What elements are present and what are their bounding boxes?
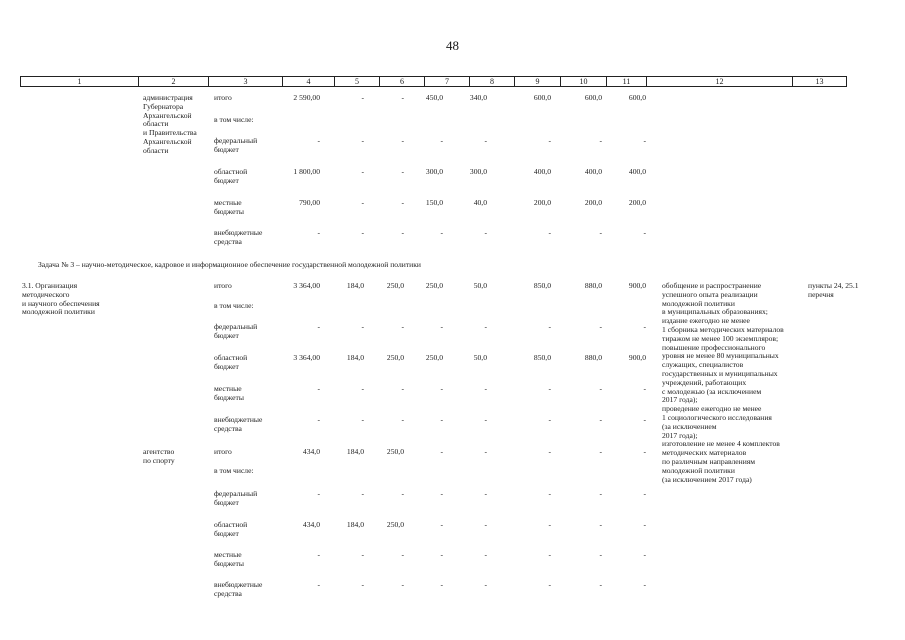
funding-source-label: бюджет (214, 175, 239, 185)
column-number: 6 (380, 77, 425, 87)
amount-cell: - (440, 136, 443, 145)
funding-source-label: местные (214, 384, 242, 393)
amount-cell: 880,0 (584, 281, 602, 290)
column-number: 12 (647, 77, 793, 87)
amount-cell: - (317, 580, 320, 589)
amount-cell: - (548, 228, 551, 237)
result-line: (за исключением 2017 года) (662, 474, 752, 484)
amount-cell: - (401, 167, 404, 176)
funding-source-label: федеральный (214, 136, 258, 145)
amount-cell: - (361, 228, 364, 237)
result-line: учреждений, работающих (662, 377, 747, 387)
amount-cell: - (548, 580, 551, 589)
amount-cell: - (317, 489, 320, 498)
amount-cell: - (484, 415, 487, 424)
amount-cell: - (440, 322, 443, 331)
funding-source-label: федеральный (214, 489, 258, 498)
result-line: успешного опыта реализации (662, 289, 758, 299)
amount-cell: - (643, 550, 646, 559)
amount-cell: 184,0 (346, 447, 364, 456)
result-line: 1 социологического исследования (662, 413, 772, 422)
result-line: по различным направлениям (662, 457, 756, 466)
amount-cell: 400,0 (628, 167, 646, 176)
column-number: 4 (283, 77, 335, 87)
amount-cell: - (401, 580, 404, 589)
amount-cell: 250,0 (386, 281, 404, 290)
amount-cell: - (440, 447, 443, 456)
amount-cell: - (643, 447, 646, 456)
executor-line: области (143, 119, 169, 129)
amount-cell: - (361, 580, 364, 589)
funding-source-label: в том числе: (214, 466, 254, 475)
amount-cell: - (401, 489, 404, 498)
amount-cell: - (401, 415, 404, 424)
page-number: 48 (446, 38, 459, 53)
amount-cell: - (643, 384, 646, 393)
result-line: молодежной политики (662, 298, 735, 308)
result-line: повышение профессионального (662, 342, 766, 352)
column-number: 10 (561, 77, 607, 87)
amount-cell: - (401, 228, 404, 237)
result-line: с молодежью (за исключением (662, 386, 762, 396)
amount-cell: - (361, 384, 364, 393)
reference-line: перечня (808, 289, 834, 299)
amount-cell: - (599, 580, 602, 589)
amount-cell: - (361, 415, 364, 424)
funding-source-label: бюджет (214, 361, 239, 371)
column-number: 11 (607, 77, 647, 87)
result-line: 2017 года); (662, 395, 698, 405)
amount-cell: - (599, 550, 602, 559)
amount-cell: 3 364,00 (293, 281, 320, 290)
amount-cell: - (643, 415, 646, 424)
amount-cell: 40,0 (473, 198, 487, 207)
amount-cell: 250,0 (386, 353, 404, 362)
result-line: уровня не менее 80 муниципальных (662, 351, 779, 361)
amount-cell: 400,0 (533, 167, 551, 176)
funding-source-label: в том числе: (214, 115, 254, 124)
amount-cell: - (484, 228, 487, 237)
funding-source-label: местные (214, 198, 242, 207)
funding-source-label: областной (214, 353, 248, 362)
amount-cell: 184,0 (346, 353, 364, 362)
amount-cell: - (548, 136, 551, 145)
amount-cell: 600,0 (584, 93, 602, 102)
amount-cell: - (361, 550, 364, 559)
funding-source-label: в том числе: (214, 301, 254, 310)
column-number-header (20, 76, 847, 87)
amount-cell: 300,0 (425, 167, 443, 176)
amount-cell: - (440, 520, 443, 529)
amount-cell: - (599, 447, 602, 456)
amount-cell: - (599, 520, 602, 529)
amount-cell: - (361, 167, 364, 176)
amount-cell: 200,0 (628, 198, 646, 207)
funding-source-label: средства (214, 588, 242, 598)
amount-cell: - (361, 489, 364, 498)
amount-cell: 184,0 (346, 520, 364, 529)
result-line: проведение ежегодно не менее (662, 404, 762, 414)
result-line: изготовление не менее 4 комплектов (662, 439, 780, 449)
funding-source-label: итого (214, 447, 232, 456)
amount-cell: - (440, 550, 443, 559)
funding-source-label: внебюджетные (214, 415, 263, 424)
amount-cell: 434,0 (302, 447, 320, 456)
amount-cell: 50,0 (473, 281, 487, 290)
amount-cell: - (548, 447, 551, 456)
executor-line: Губернатора (143, 101, 184, 111)
amount-cell: 900,0 (628, 281, 646, 290)
amount-cell: 50,0 (473, 353, 487, 362)
amount-cell: 250,0 (425, 353, 443, 362)
amount-cell: 900,0 (628, 353, 646, 362)
result-line: 2017 года); (662, 430, 698, 440)
funding-source-label: областной (214, 167, 248, 176)
amount-cell: - (317, 384, 320, 393)
amount-cell: - (599, 384, 602, 393)
amount-cell: - (643, 322, 646, 331)
result-line: тиражом не менее 100 экземпляров; (662, 333, 779, 343)
amount-cell: - (643, 580, 646, 589)
activity-title-line: молодежной политики (22, 307, 95, 317)
amount-cell: 200,0 (533, 198, 551, 207)
amount-cell: - (643, 228, 646, 237)
result-line: молодежной политики (662, 465, 735, 475)
amount-cell: - (484, 136, 487, 145)
executor-line: по спорту (143, 455, 175, 465)
amount-cell: 400,0 (584, 167, 602, 176)
funding-source-label: средства (214, 236, 242, 246)
funding-source-label: федеральный (214, 322, 258, 331)
column-number: 13 (793, 77, 847, 87)
amount-cell: 600,0 (628, 93, 646, 102)
amount-cell: - (401, 198, 404, 207)
amount-cell: - (401, 93, 404, 102)
executor-line: администрация (143, 93, 193, 102)
amount-cell: - (599, 136, 602, 145)
amount-cell: 790,00 (299, 198, 320, 207)
amount-cell: 250,0 (386, 447, 404, 456)
amount-cell: - (361, 322, 364, 331)
amount-cell: 200,0 (584, 198, 602, 207)
funding-source-label: бюджеты (214, 206, 244, 216)
amount-cell: - (317, 322, 320, 331)
result-line: 1 сборника методических материалов (662, 325, 784, 334)
amount-cell: - (440, 489, 443, 498)
column-number: 1 (21, 77, 139, 87)
executor-line: и Правительства (143, 128, 197, 138)
amount-cell: - (548, 489, 551, 498)
result-line: государственных и муниципальных (662, 369, 778, 378)
executor-line: агентство (143, 447, 175, 456)
amount-cell: 2 590,00 (293, 93, 320, 102)
amount-cell: - (401, 136, 404, 145)
funding-source-label: областной (214, 520, 248, 529)
result-line: обобщение и распространение (662, 281, 762, 290)
amount-cell: - (643, 136, 646, 145)
amount-cell: - (599, 322, 602, 331)
amount-cell: - (440, 580, 443, 589)
amount-cell: - (643, 489, 646, 498)
amount-cell: - (317, 136, 320, 145)
amount-cell: - (599, 228, 602, 237)
column-number: 7 (425, 77, 470, 87)
amount-cell: - (484, 489, 487, 498)
column-number: 2 (139, 77, 209, 87)
funding-source-label: итого (214, 93, 232, 102)
amount-cell: 250,0 (386, 520, 404, 529)
amount-cell: 250,0 (425, 281, 443, 290)
executor-line: Архангельской (143, 110, 192, 120)
amount-cell: - (484, 447, 487, 456)
amount-cell: 1 800,00 (293, 167, 320, 176)
amount-cell: 450,0 (425, 93, 443, 102)
amount-cell: - (548, 520, 551, 529)
amount-cell: - (548, 322, 551, 331)
amount-cell: 3 364,00 (293, 353, 320, 362)
activity-title-line: и научного обеспечения (22, 298, 100, 308)
task-3-title: Задача № 3 – научно-методическое, кадровое и информационное обеспечение государственной молодежной политики (38, 260, 421, 269)
amount-cell: 340,0 (469, 93, 487, 102)
funding-source-label: средства (214, 423, 242, 433)
activity-title-line: методического (22, 289, 70, 299)
amount-cell: - (361, 93, 364, 102)
amount-cell: - (643, 520, 646, 529)
funding-source-label: бюджеты (214, 558, 244, 568)
amount-cell: - (599, 489, 602, 498)
amount-cell: 850,0 (533, 353, 551, 362)
result-line: в муниципальных образованиях; (662, 307, 768, 317)
funding-source-label: бюджет (214, 528, 239, 538)
amount-cell: - (548, 550, 551, 559)
amount-cell: - (484, 550, 487, 559)
amount-cell: - (440, 384, 443, 393)
amount-cell: - (548, 415, 551, 424)
amount-cell: - (317, 228, 320, 237)
amount-cell: - (440, 415, 443, 424)
amount-cell: 600,0 (533, 93, 551, 102)
amount-cell: - (401, 550, 404, 559)
funding-source-label: местные (214, 550, 242, 559)
amount-cell: - (440, 228, 443, 237)
amount-cell: 184,0 (346, 281, 364, 290)
result-line: служащих, специалистов (662, 360, 744, 370)
column-number: 3 (209, 77, 283, 87)
amount-cell: - (548, 384, 551, 393)
amount-cell: 880,0 (584, 353, 602, 362)
column-number: 5 (335, 77, 380, 87)
amount-cell: - (401, 384, 404, 393)
funding-source-label: итого (214, 281, 232, 290)
amount-cell: - (484, 322, 487, 331)
result-line: издание ежегодно не менее (662, 316, 750, 326)
funding-source-label: бюджет (214, 144, 239, 154)
amount-cell: 300,0 (469, 167, 487, 176)
amount-cell: - (401, 322, 404, 331)
funding-source-label: бюджеты (214, 392, 244, 402)
amount-cell: 434,0 (302, 520, 320, 529)
funding-source-label: внебюджетные (214, 580, 263, 589)
amount-cell: - (361, 136, 364, 145)
amount-cell: - (361, 198, 364, 207)
executor-line: области (143, 145, 169, 155)
column-number: 9 (515, 77, 561, 87)
activity-title-line: 3.1. Организация (22, 281, 78, 290)
reference-line: пункты 24, 25.1 (808, 281, 859, 290)
amount-cell: - (317, 550, 320, 559)
funding-source-label: внебюджетные (214, 228, 263, 237)
executor-line: Архангельской (143, 137, 192, 146)
amount-cell: - (484, 580, 487, 589)
amount-cell: - (599, 415, 602, 424)
result-line: методических материалов (662, 448, 747, 458)
amount-cell: 850,0 (533, 281, 551, 290)
amount-cell: - (484, 384, 487, 393)
amount-cell: - (317, 415, 320, 424)
funding-source-label: бюджет (214, 330, 239, 340)
result-line: (за исключением (662, 421, 717, 431)
amount-cell: 150,0 (425, 198, 443, 207)
funding-source-label: бюджет (214, 497, 239, 507)
column-number: 8 (470, 77, 515, 87)
amount-cell: - (484, 520, 487, 529)
